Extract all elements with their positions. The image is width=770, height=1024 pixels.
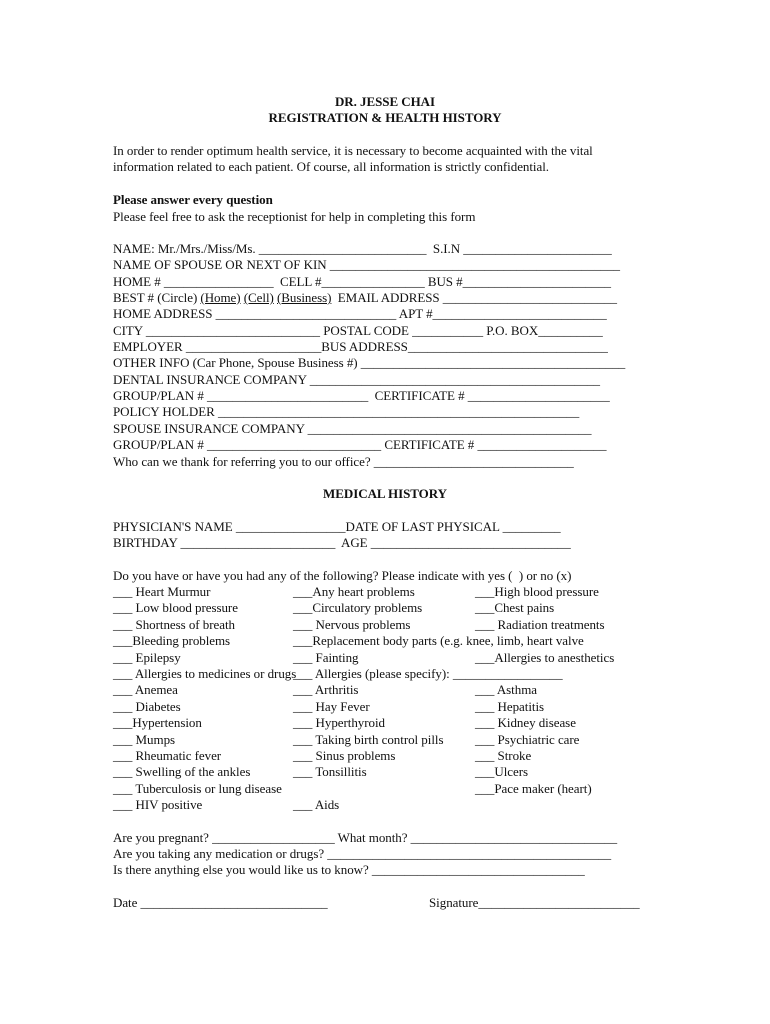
condition-item[interactable]: ___ Tuberculosis or lung disease <box>113 780 282 796</box>
intro-line-1: In order to render optimum health service, it is necessary to become acquainted with the vital <box>113 143 593 158</box>
condition-item[interactable]: ___ Allergies to medicines or drugs <box>113 666 297 681</box>
condition-row <box>113 666 563 682</box>
condition-row <box>113 584 599 600</box>
best-option-cell[interactable]: (Cell) <box>243 290 274 305</box>
condition-item[interactable]: ___ Stroke <box>475 748 532 763</box>
instructions-note: Please feel free to ask the receptionist for help in completing this form <box>113 209 476 224</box>
referral-field[interactable]: Who can we thank for referring you to our office? _______________________________ <box>113 454 574 469</box>
condition-item[interactable]: ___ Allergies (please specify): _________________ <box>293 666 563 681</box>
condition-row <box>113 797 340 813</box>
policy-holder-field[interactable]: POLICY HOLDER ________________________________________________________ <box>113 404 580 419</box>
condition-row <box>113 748 532 764</box>
condition-item[interactable]: ___ Nervous problems <box>293 616 411 632</box>
condition-item[interactable]: ___ Epilepsy <box>113 649 181 665</box>
form-title: REGISTRATION & HEALTH HISTORY <box>268 110 502 125</box>
condition-item[interactable]: ___ HIV positive <box>113 797 203 813</box>
condition-item[interactable]: ___ Hyperthyroid <box>293 715 385 731</box>
medication-field[interactable]: Are you taking any medication or drugs? ____________________________________________ <box>113 846 612 861</box>
condition-row <box>113 616 605 633</box>
medical-history-heading: MEDICAL HISTORY <box>323 486 447 501</box>
condition-item[interactable]: ___ Arthritis <box>293 682 359 698</box>
pregnant-field[interactable]: Are you pregnant? ___________________ What month? ________________________________ <box>113 830 618 845</box>
condition-row <box>113 731 580 748</box>
condition-row <box>113 649 615 666</box>
other-info-field[interactable]: OTHER INFO (Car Phone, Spouse Business #) _________________________________________ <box>113 355 626 370</box>
condition-item[interactable]: ___ Hepatitis <box>475 698 545 714</box>
condition-item[interactable]: ___ Tonsillitis <box>293 764 367 780</box>
name-field[interactable]: NAME: Mr./Mrs./Miss/Ms. __________________________ S.I.N _______________________ <box>113 241 612 256</box>
condition-row <box>113 633 584 649</box>
condition-item[interactable]: ___ Radiation treatments <box>475 616 605 632</box>
condition-item[interactable]: ___ Swelling of the ankles <box>113 764 251 780</box>
best-option-business[interactable]: (Business) <box>277 290 332 305</box>
anything-else-field[interactable]: Is there anything else you would like us to know? _________________________________ <box>113 862 585 877</box>
condition-item[interactable]: ___Circulatory problems <box>293 600 423 616</box>
spouse-insurance-field[interactable]: SPOUSE INSURANCE COMPANY ____________________________________________ <box>113 421 592 436</box>
email-field[interactable]: EMAIL ADDRESS ___________________________ <box>331 290 617 305</box>
employer-field[interactable]: EMPLOYER _____________________BUS ADDRESS_______________________________ <box>113 339 608 354</box>
condition-item[interactable]: ___ Fainting <box>293 649 359 665</box>
condition-item[interactable]: ___ Diabetes <box>113 698 181 714</box>
birthday-field[interactable]: BIRTHDAY ________________________ AGE _______________________________ <box>113 535 571 550</box>
condition-item[interactable]: ___ Mumps <box>113 731 176 747</box>
instructions-heading: Please answer every question <box>113 192 273 207</box>
condition-item[interactable]: ___Allergies to anesthetics <box>475 649 615 665</box>
condition-item[interactable]: ___ Low blood pressure <box>113 600 238 616</box>
city-field[interactable]: CITY ___________________________ POSTAL CODE ___________ P.O. BOX__________ <box>113 323 603 338</box>
phone-fields[interactable]: HOME # _________________ CELL #________________ BUS #_______________________ <box>113 274 611 289</box>
spouse-field[interactable]: NAME OF SPOUSE OR NEXT OF KIN _____________________________________________ <box>113 257 621 272</box>
condition-row <box>113 698 545 715</box>
condition-row <box>113 715 576 731</box>
home-address-field[interactable]: HOME ADDRESS ____________________________ APT #___________________________ <box>113 306 607 321</box>
condition-item[interactable]: ___Any heart problems <box>293 584 415 599</box>
condition-row <box>113 600 555 616</box>
condition-item[interactable]: ___ Sinus problems <box>293 748 396 763</box>
intro-line-2: information related to each patient. Of course, all information is strictly confidential. <box>113 159 549 174</box>
condition-row <box>113 780 592 797</box>
condition-item[interactable]: ___High blood pressure <box>475 584 599 599</box>
date-field[interactable]: Date _____________________________ <box>113 895 328 910</box>
best-option-home[interactable]: (Home) <box>200 290 241 305</box>
condition-item[interactable]: ___ Kidney disease <box>475 715 576 731</box>
best-phone-label: BEST # (Circle) <box>113 290 201 305</box>
condition-item[interactable]: ___ Shortness of breath <box>113 616 235 632</box>
condition-row <box>113 764 528 780</box>
condition-item[interactable]: ___Replacement body parts (e.g. knee, limb, heart valve <box>293 633 584 649</box>
condition-item[interactable]: ___ Heart Murmur <box>113 584 211 599</box>
condition-item[interactable]: ___ Hay Fever <box>293 698 370 714</box>
condition-row <box>113 682 537 698</box>
condition-item[interactable]: ___ Anemea <box>113 682 178 698</box>
doctor-name: DR. JESSE CHAI <box>334 94 436 109</box>
group-plan-field[interactable]: GROUP/PLAN # _________________________ CERTIFICATE # ______________________ <box>113 388 610 403</box>
condition-item[interactable]: ___Bleeding problems <box>113 633 231 649</box>
conditions-question: Do you have or have you had any of the following? Please indicate with yes ( ) or no (x) <box>113 568 572 583</box>
group-plan-2-field[interactable]: GROUP/PLAN # ___________________________ CERTIFICATE # ____________________ <box>113 437 607 452</box>
condition-item[interactable]: ___Pace maker (heart) <box>475 780 592 796</box>
signature-field[interactable]: Signature_________________________ <box>429 895 640 910</box>
condition-item[interactable]: ___Chest pains <box>475 600 555 616</box>
condition-item[interactable]: ___Ulcers <box>475 764 528 780</box>
condition-item[interactable]: ___ Taking birth control pills <box>293 731 444 747</box>
condition-item[interactable]: ___ Rheumatic fever <box>113 748 222 763</box>
condition-item[interactable]: ___ Asthma <box>475 682 537 698</box>
best-phone-field[interactable] <box>113 290 617 306</box>
physician-field[interactable]: PHYSICIAN'S NAME _________________DATE OF LAST PHYSICAL _________ <box>113 519 561 534</box>
dental-insurance-field[interactable]: DENTAL INSURANCE COMPANY _____________________________________________ <box>113 372 600 387</box>
condition-item[interactable]: ___ Psychiatric care <box>475 731 580 747</box>
condition-item[interactable]: ___ Aids <box>293 797 340 813</box>
condition-item[interactable]: ___Hypertension <box>113 715 202 731</box>
